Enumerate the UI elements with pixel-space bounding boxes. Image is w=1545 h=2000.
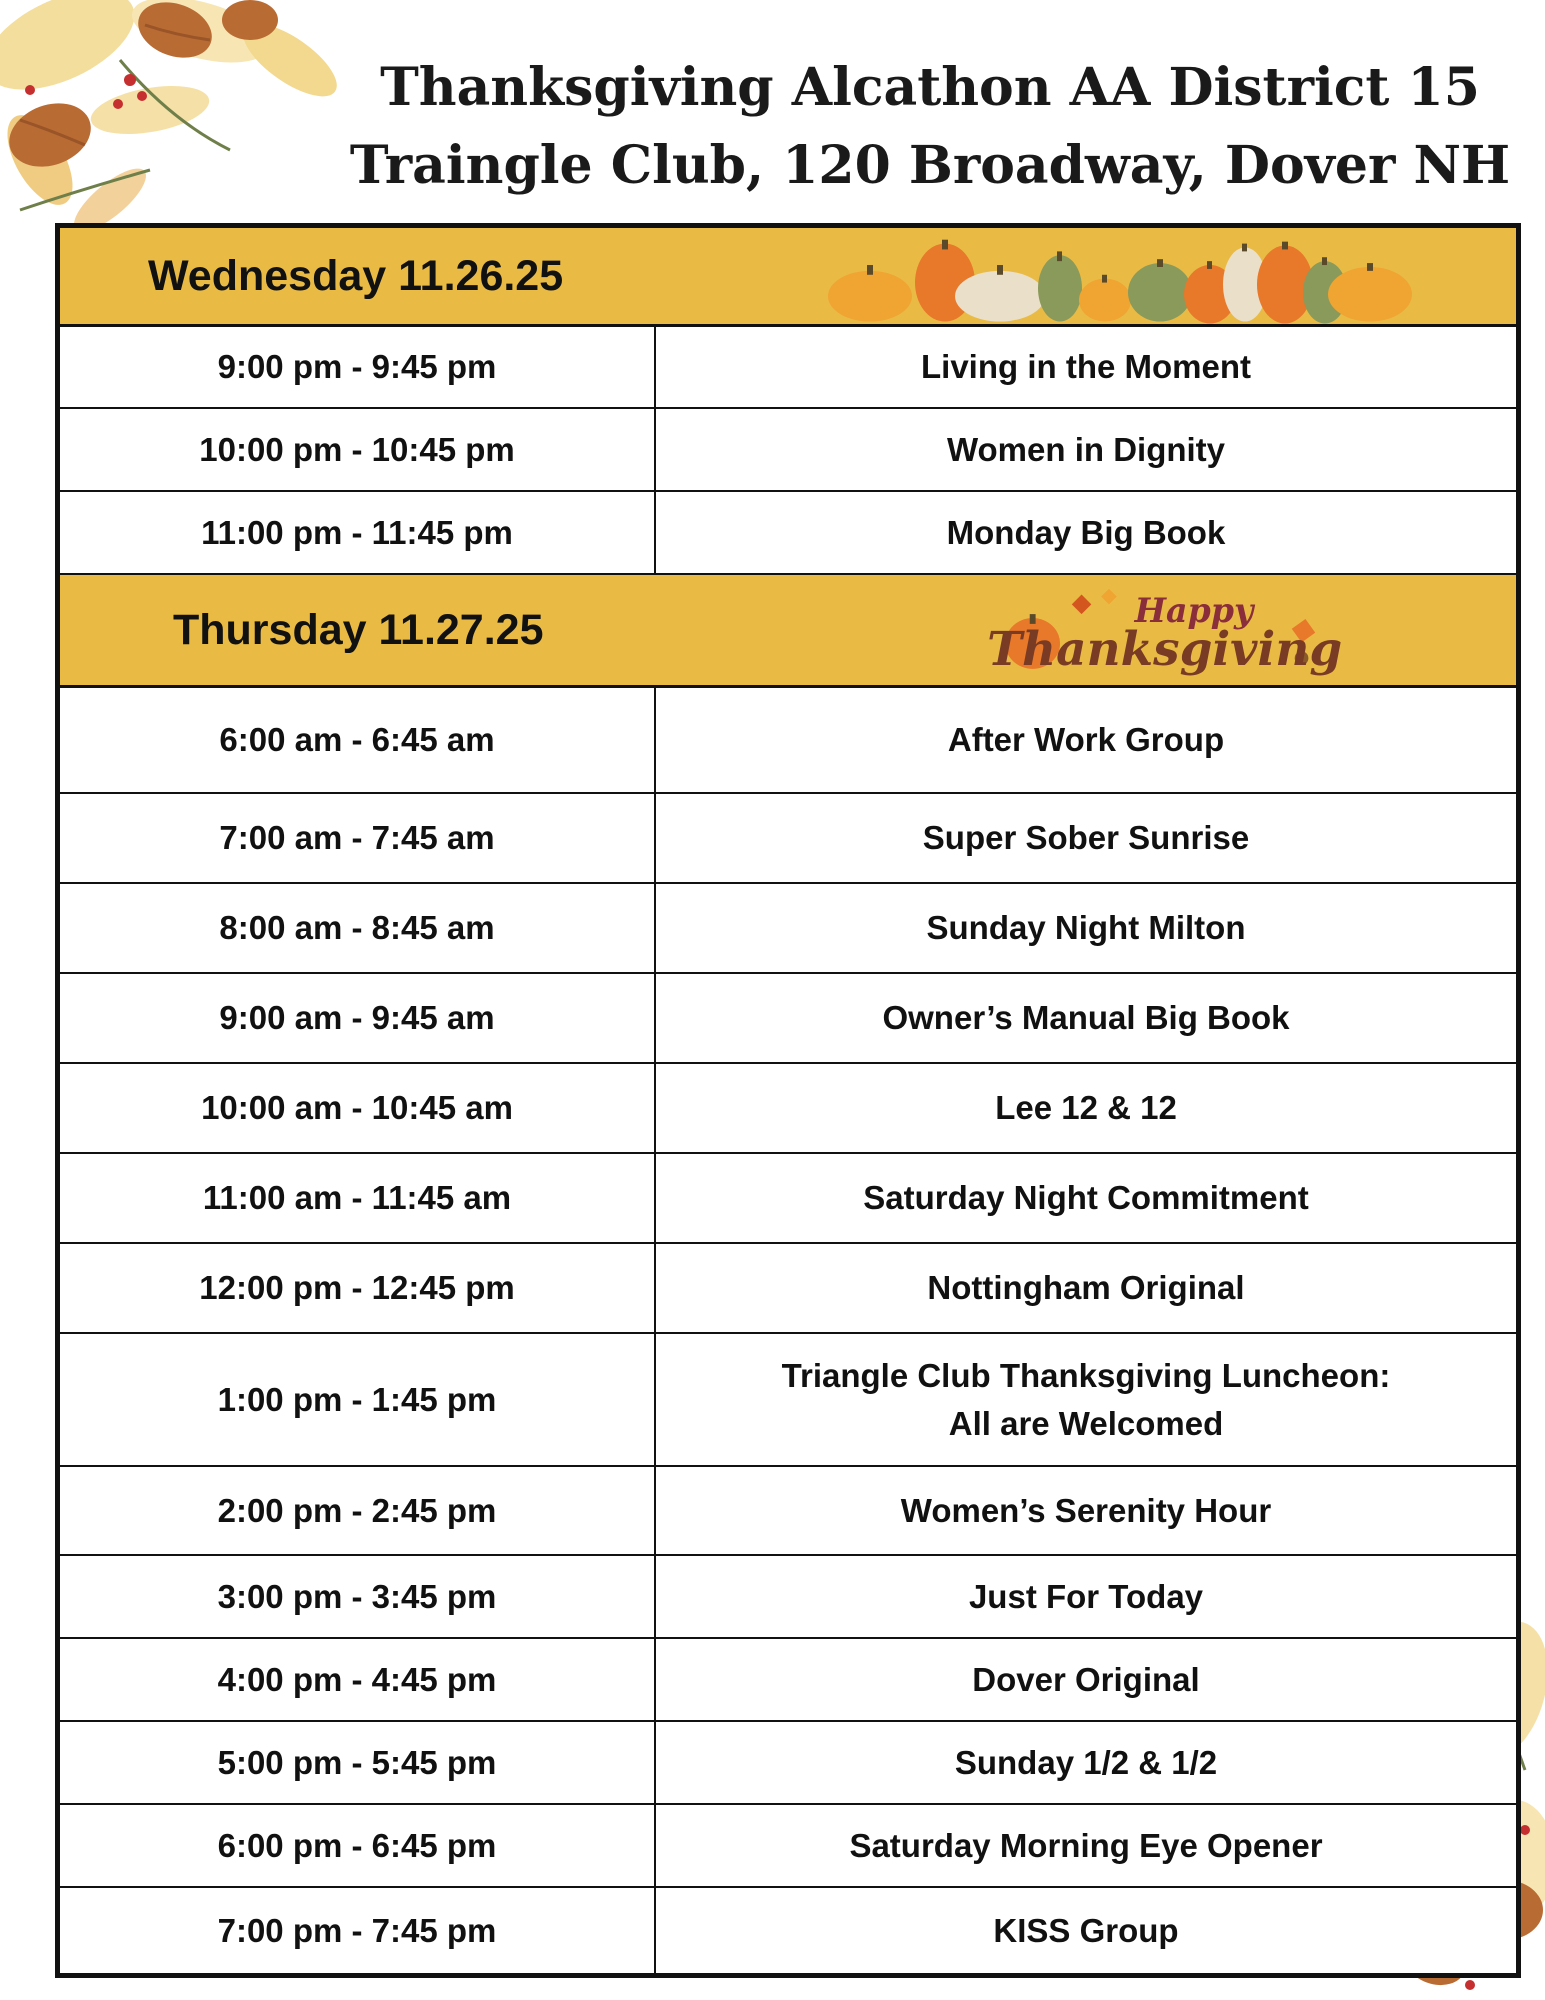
- table-row: [59, 1804, 1517, 1887]
- day-label: Thursday 11.27.25: [173, 605, 544, 654]
- meeting-name: Dover Original: [655, 1638, 1517, 1721]
- meeting-name-line2: All are Welcomed: [948, 1404, 1224, 1442]
- table-row: [59, 408, 1517, 491]
- table-row: [59, 1638, 1517, 1721]
- meeting-name: Nottingham Original: [655, 1243, 1517, 1333]
- page-title: Thanksgiving Alcathon AA District 15: [380, 57, 1480, 118]
- meeting-name: Women’s Serenity Hour: [655, 1466, 1517, 1555]
- meeting-time: 6:00 pm - 6:45 pm: [59, 1804, 655, 1887]
- meeting-name: Living in the Moment: [655, 325, 1517, 408]
- table-row: [59, 973, 1517, 1063]
- day-label: Wednesday 11.26.25: [148, 251, 564, 300]
- table-row: [59, 793, 1517, 883]
- meeting-name: Just For Today: [655, 1555, 1517, 1638]
- day-header-wednesday: [59, 227, 1517, 325]
- table-row: [59, 1555, 1517, 1638]
- meeting-time: 11:00 am - 11:45 am: [59, 1153, 655, 1243]
- meeting-time: 12:00 pm - 12:45 pm: [59, 1243, 655, 1333]
- pumpkins-icon: [825, 228, 1415, 324]
- happy-thanksgiving-icon: [950, 575, 1350, 685]
- meeting-name: Women in Dignity: [655, 408, 1517, 491]
- meeting-time: 5:00 pm - 5:45 pm: [59, 1721, 655, 1804]
- meeting-name-line1: Triangle Club Thanksgiving Luncheon:: [781, 1356, 1391, 1394]
- meeting-time: 2:00 pm - 2:45 pm: [59, 1466, 655, 1555]
- meeting-name: Super Sober Sunrise: [655, 793, 1517, 883]
- table-row: [59, 686, 1517, 793]
- meeting-time: 9:00 am - 9:45 am: [59, 973, 655, 1063]
- meeting-name: Saturday Night Commitment: [655, 1153, 1517, 1243]
- meeting-time: 11:00 pm - 11:45 pm: [59, 491, 655, 574]
- meeting-time: 7:00 pm - 7:45 pm: [59, 1887, 655, 1974]
- meeting-name: Monday Big Book: [655, 491, 1517, 574]
- day-header-thursday: [59, 574, 1517, 686]
- meeting-time: 10:00 pm - 10:45 pm: [59, 408, 655, 491]
- meeting-time: 8:00 am - 8:45 am: [59, 883, 655, 973]
- meeting-name: [655, 1333, 1517, 1466]
- table-row: [59, 1243, 1517, 1333]
- meeting-name: Saturday Morning Eye Opener: [655, 1804, 1517, 1887]
- table-row: [59, 1063, 1517, 1153]
- table-row: [59, 1333, 1517, 1466]
- meeting-time: 1:00 pm - 1:45 pm: [59, 1333, 655, 1466]
- happy-text: Happy: [1134, 590, 1254, 630]
- meeting-name: Sunday Night Milton: [655, 883, 1517, 973]
- table-row: [59, 491, 1517, 574]
- table-row: [59, 1721, 1517, 1804]
- meeting-time: 10:00 am - 10:45 am: [59, 1063, 655, 1153]
- meeting-time: 7:00 am - 7:45 am: [59, 793, 655, 883]
- page-subtitle-location: Traingle Club, 120 Broadway, Dover NH: [349, 135, 1511, 196]
- meeting-time: 3:00 pm - 3:45 pm: [59, 1555, 655, 1638]
- meeting-name: Owner’s Manual Big Book: [655, 973, 1517, 1063]
- meeting-name: Lee 12 & 12: [655, 1063, 1517, 1153]
- table-row: [59, 1887, 1517, 1974]
- meeting-name: Sunday 1/2 & 1/2: [655, 1721, 1517, 1804]
- table-row: [59, 1466, 1517, 1555]
- thanksgiving-text: Thanksgiving: [987, 621, 1343, 677]
- table-row: [59, 883, 1517, 973]
- table-row: [59, 1153, 1517, 1243]
- meeting-schedule-table: [55, 223, 1521, 1978]
- meeting-time: 9:00 pm - 9:45 pm: [59, 325, 655, 408]
- table-row: [59, 325, 1517, 408]
- meeting-time: 6:00 am - 6:45 am: [59, 686, 655, 793]
- meeting-name: After Work Group: [655, 686, 1517, 793]
- meeting-name: KISS Group: [655, 1887, 1517, 1974]
- meeting-time: 4:00 pm - 4:45 pm: [59, 1638, 655, 1721]
